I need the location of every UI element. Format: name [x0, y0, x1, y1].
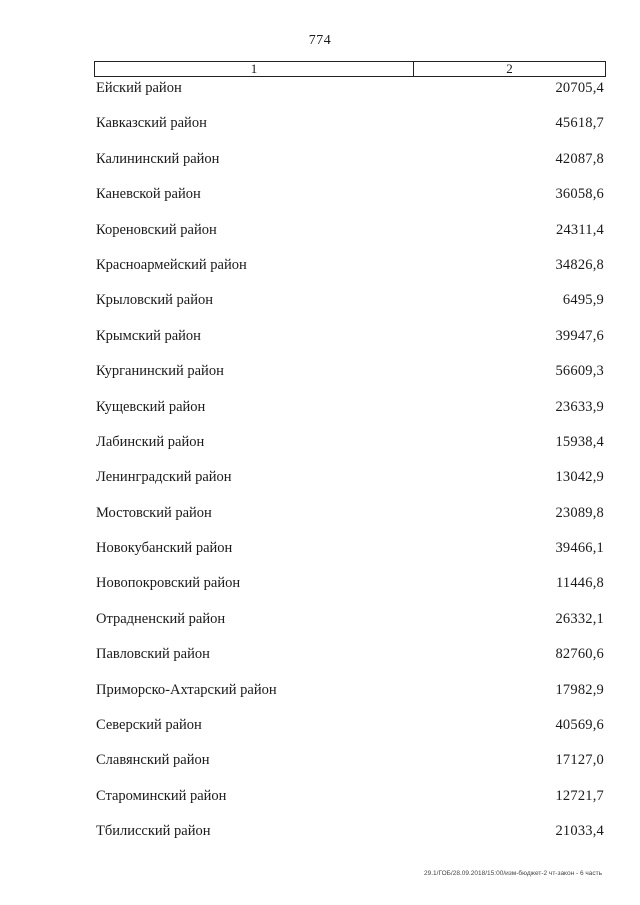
district-value: 56609,3 — [555, 363, 604, 380]
table-header-col2: 2 — [506, 61, 513, 76]
district-name: Калининский район — [96, 150, 220, 167]
district-value: 82760,6 — [555, 646, 604, 663]
district-value: 42087,8 — [555, 150, 604, 167]
district-name: Крыловский район — [96, 292, 213, 309]
district-name: Крымский район — [96, 327, 201, 344]
district-value: 26332,1 — [555, 610, 604, 627]
table-row — [96, 151, 608, 186]
district-name: Тбилисский район — [96, 823, 211, 840]
table-row — [96, 80, 608, 115]
district-value: 39947,6 — [555, 327, 604, 344]
district-name: Павловский район — [96, 646, 210, 663]
table-row — [96, 434, 608, 469]
district-name: Новокубанский район — [96, 540, 233, 557]
district-name: Староминский район — [96, 787, 227, 804]
district-value: 23633,9 — [555, 398, 604, 415]
district-name: Приморско-Ахтарский район — [96, 681, 277, 698]
district-name: Каневской район — [96, 186, 201, 203]
table-row — [96, 788, 608, 823]
table-row — [96, 752, 608, 787]
district-name: Ленинградский район — [96, 469, 232, 486]
district-value: 34826,8 — [555, 256, 604, 273]
district-value: 21033,4 — [555, 823, 604, 840]
table-row — [96, 611, 608, 646]
district-value: 17127,0 — [555, 752, 604, 769]
page-number: 774 — [308, 33, 332, 48]
table-row — [96, 717, 608, 752]
table-header-col1: 1 — [95, 62, 414, 76]
table-row — [96, 222, 608, 257]
district-value: 13042,9 — [555, 469, 604, 486]
district-name: Лабинский район — [96, 433, 205, 450]
district-value: 39466,1 — [555, 540, 604, 557]
district-name: Кореновский район — [96, 221, 217, 238]
table-row — [96, 399, 608, 434]
district-name: Красноармейский район — [96, 256, 247, 273]
district-value: 11446,8 — [556, 575, 604, 592]
district-value: 23089,8 — [555, 504, 604, 521]
table-row — [96, 363, 608, 398]
table-row — [96, 292, 608, 327]
table-row — [96, 540, 608, 575]
district-name: Северский район — [96, 717, 202, 734]
district-value: 6495,9 — [562, 292, 604, 309]
table-row — [96, 505, 608, 540]
footer-stamp: 29.1/ГОБ/28.09.2018/15:00/изм-бюджет-2 чт-закон - 6 часть — [423, 870, 602, 877]
table-row — [96, 682, 608, 717]
district-name: Кущевский район — [96, 398, 206, 415]
district-value: 12721,7 — [555, 787, 604, 804]
district-name: Новопокровский район — [96, 575, 241, 592]
table-row — [96, 115, 608, 150]
district-name: Мостовский район — [96, 504, 212, 521]
table-row — [96, 257, 608, 292]
table-row — [96, 823, 608, 858]
district-value: 40569,6 — [555, 717, 604, 734]
district-value: 24311,4 — [556, 221, 604, 238]
district-value: 17982,9 — [555, 681, 604, 698]
district-value: 20705,4 — [555, 80, 604, 96]
district-value: 15938,4 — [555, 433, 604, 450]
table-row — [96, 575, 608, 610]
table-row — [96, 186, 608, 221]
district-name: Курганинский район — [96, 363, 224, 380]
table-row — [96, 469, 608, 504]
district-value: 45618,7 — [555, 115, 604, 132]
table-header — [94, 61, 606, 77]
district-name: Славянский район — [96, 752, 210, 769]
table-body — [96, 80, 608, 859]
table-row — [96, 646, 608, 681]
district-name: Кавказский район — [96, 115, 207, 132]
district-value: 36058,6 — [555, 186, 604, 203]
district-name: Отрадненский район — [96, 610, 226, 627]
district-name: Ейский район — [96, 80, 182, 96]
table-row — [96, 328, 608, 363]
